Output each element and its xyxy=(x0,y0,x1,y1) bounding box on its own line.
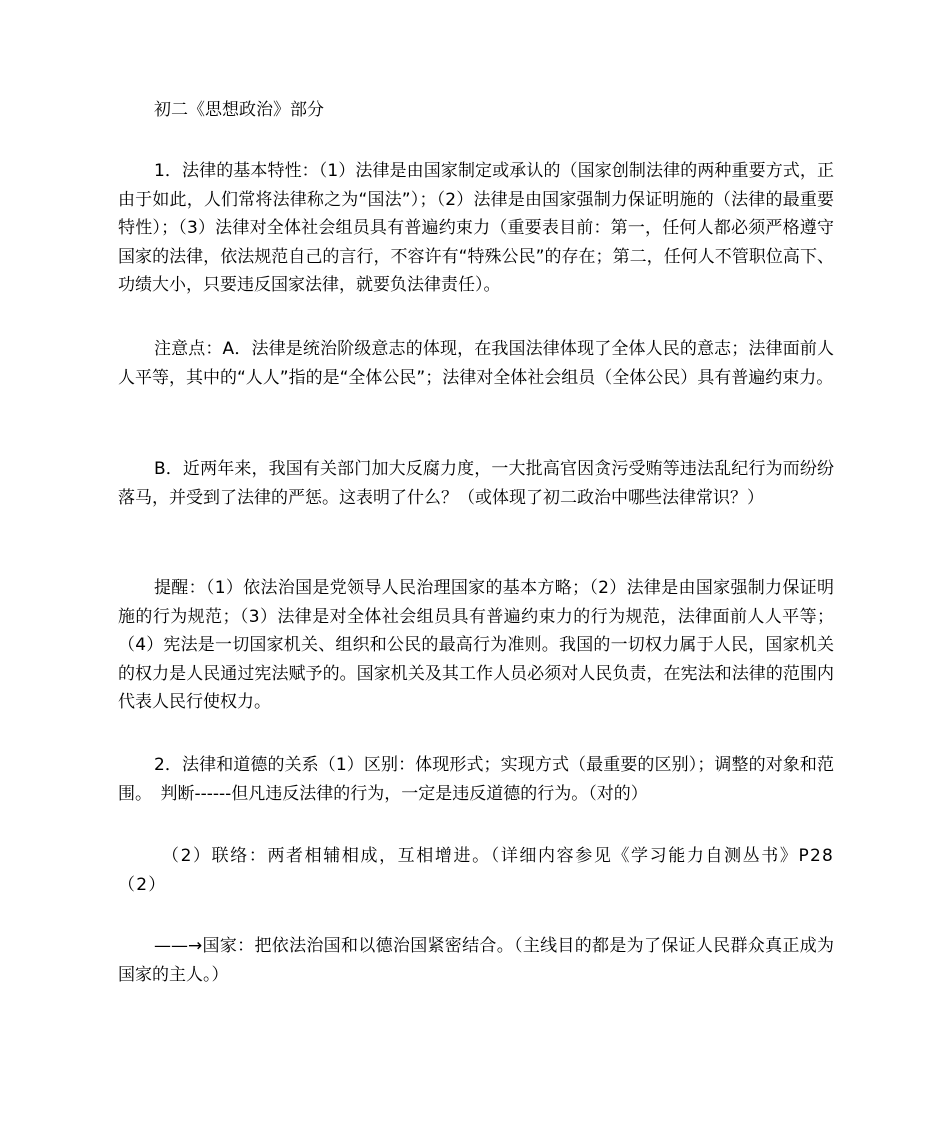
document-title: 初二《思想政治》部分 xyxy=(154,100,324,120)
paragraph-note-a: 注意点：A．法律是统治阶级意志的体现，在我国法律体现了全体人民的意志；法律面前人人平等，其中的“人人”指的是“全体公民”；法律对全体社会组员（全体公民）具有普遍约束力。 xyxy=(118,339,834,388)
paragraph-country: ——→国家：把依法治国和以德治国紧密结合。（主线目的都是为了保证人民群众真正成为国家的主人。） xyxy=(118,936,834,985)
paragraph-law-and-morality: 2．法律和道德的关系（1）区别：体现形式；实现方式（最重要的区别）；调整的对象和范围。 判断------但凡违反法律的行为，一定是违反道德的行为。（对的） xyxy=(118,755,834,804)
paragraph-note-b: B．近两年来，我国有关部门加大反腐力度，一大批高官因贪污受贿等违法乱纪行为而纷纷落马，并受到了法律的严惩。这表明了什么？（或体现了初二政治中哪些法律常识？） xyxy=(118,459,834,508)
paragraph-connection: （2）联络：两者相辅相成，互相增进。（详细内容参见《学习能力自测丛书》P28（2） xyxy=(118,846,834,895)
paragraph-law-characteristics: 1．法律的基本特性：（1）法律是由国家制定或承认的（国家创制法律的两种重要方式，正由于如此，人们常将法律称之为“国法”）；（2）法律是由国家强制力保证明施的（法律的最重要特性）；（3）法律对全体社会组员具有普遍约束力（重要表目前：第一，任何人都必须严格遵守国家的法律，依法规范自己的言行，不容许有“特殊公民”的存在；第二，任何人不管职位高下、功绩大小，只要违反国家法律，就要负法律责任）。 xyxy=(118,161,834,295)
paragraph-reminder: 提醒：（1）依法治国是党领导人民治理国家的基本方略；（2）法律是由国家强制力保证明施的行为规范；（3）法律是对全体社会组员具有普遍约束力的行为规范，法律面前人人平等；（4）宪法是一切国家机关、组织和公民的最高行为准则。我国的一切权力属于人民，国家机关的权力是人民通过宪法赋予的。国家机关及其工作人员必须对人民负责，在宪法和法律的范围内代表人民行使权力。 xyxy=(118,578,834,712)
